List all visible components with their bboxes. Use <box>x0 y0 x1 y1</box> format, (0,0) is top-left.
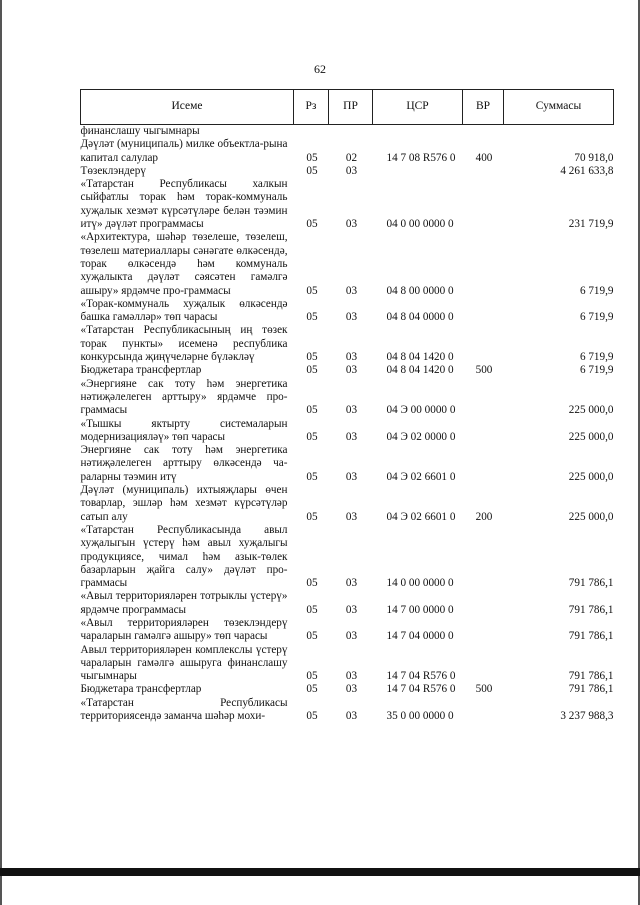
row-rz: 05 <box>306 311 318 324</box>
row-sum: 225 000,0 <box>568 404 614 417</box>
row-rz <box>294 125 329 139</box>
row-pr: 03 <box>345 670 358 683</box>
row-name: «Тышкы яктырту системаларын модернизацияләү» төп чарасы <box>80 417 288 443</box>
row-vr: 500 <box>475 364 493 377</box>
row-sum: 791 786,1 <box>568 683 614 696</box>
header-sum: Суммасы <box>504 90 614 125</box>
row-name: «Авыл территорияләрен төзеклэндерү чараларын гамәлгә ашыру» төп чарасы <box>80 616 288 643</box>
row-sum: 791 786,1 <box>568 577 614 590</box>
row-csr: 04 8 00 0000 0 <box>386 284 454 297</box>
row-vr <box>463 697 504 724</box>
row-rz: 05 <box>306 151 318 164</box>
row-name: финанслашу чыгымнары <box>80 125 200 137</box>
header-name: Исеме <box>81 90 294 125</box>
row-name: «Энергияне сак тоту һәм энергетика нәтиҗәлелеген арттыру» ярдәмче про-граммасы <box>80 377 288 417</box>
row-csr: 04 8 04 1420 0 <box>386 351 454 364</box>
row-rz: 05 <box>306 218 318 231</box>
row-csr: 04 0 00 0000 0 <box>386 218 454 231</box>
header-pr: ПР <box>329 90 373 125</box>
row-csr <box>373 165 463 178</box>
row-pr: 03 <box>345 404 358 417</box>
row-sum: 231 719,9 <box>568 218 614 231</box>
row-csr: 04 Э 02 6601 0 <box>386 510 456 523</box>
row-rz: 05 <box>306 577 318 590</box>
row-name: Дәүләт (муниципаль) милке объектла-рына капитал салулар <box>80 138 288 164</box>
row-pr: 03 <box>345 218 358 231</box>
table-row <box>81 165 614 178</box>
row-sum: 3 237 988,3 <box>560 710 614 723</box>
row-vr <box>463 418 504 445</box>
table-row <box>81 364 614 377</box>
row-rz: 05 <box>306 284 318 297</box>
row-rz: 05 <box>306 683 318 696</box>
row-sum: 6 719,9 <box>579 311 614 324</box>
row-pr: 03 <box>345 510 358 523</box>
budget-table <box>80 89 614 723</box>
row-rz: 05 <box>306 510 318 523</box>
row-csr: 04 8 04 0000 0 <box>386 311 454 324</box>
header-rz: Рз <box>294 90 329 125</box>
row-name: «Татарстан Республикасының иң төзек торак пункты» исеменә республика конкурсында җиңүчеләрне бүләкләү <box>80 324 288 364</box>
row-vr <box>463 178 504 231</box>
row-pr <box>329 125 373 139</box>
row-csr: 04 Э 02 6601 0 <box>386 470 456 483</box>
row-csr <box>373 125 463 139</box>
row-pr: 03 <box>345 710 358 723</box>
table-row <box>81 590 614 617</box>
row-name: Бюджетара трансфертлар <box>80 683 202 696</box>
row-vr <box>463 324 504 364</box>
row-vr: 400 <box>475 151 493 164</box>
row-name: «Татарстан Республикасы халкын сыйфатлы торак һәм торак-коммуналь хуҗалык хезмәт күрсәтүләре белән тәэмин итү» дәүләт программасы <box>80 178 288 231</box>
table-row <box>81 138 614 165</box>
row-sum: 225 000,0 <box>568 470 614 483</box>
table-row <box>81 231 614 297</box>
row-pr: 03 <box>345 284 358 297</box>
row-csr: 14 7 04 R576 0 <box>386 670 456 683</box>
table-row <box>81 178 614 231</box>
row-sum: 4 261 633,8 <box>560 164 614 177</box>
row-rz: 05 <box>306 430 318 443</box>
table-row <box>81 697 614 724</box>
row-pr: 03 <box>345 164 358 177</box>
row-pr: 03 <box>345 630 358 643</box>
row-rz: 05 <box>306 164 318 177</box>
row-sum: 6 719,9 <box>579 284 614 297</box>
row-name: «Торак-коммуналь хуҗалык өлкәсендә башка гамәлләр» төп чарасы <box>80 297 288 324</box>
row-rz: 05 <box>306 670 318 683</box>
row-pr: 03 <box>345 430 358 443</box>
row-vr <box>463 378 504 418</box>
row-sum: 791 786,1 <box>568 603 614 616</box>
row-sum: 791 786,1 <box>568 630 614 643</box>
row-sum: 70 918,0 <box>574 151 614 164</box>
row-vr <box>463 590 504 617</box>
row-csr: 35 0 00 0000 0 <box>386 710 454 723</box>
table-row <box>81 524 614 590</box>
page-number: 62 <box>314 62 326 76</box>
table-row <box>81 617 614 644</box>
row-csr: 04 Э 00 0000 0 <box>386 404 456 417</box>
row-vr <box>463 644 504 684</box>
table-row <box>81 444 614 484</box>
row-vr <box>463 444 504 484</box>
row-csr: 14 7 00 0000 0 <box>386 603 454 616</box>
table-row <box>81 125 614 139</box>
header-vr: ВР <box>463 90 504 125</box>
row-name: Дәүләт (муниципаль) ихтыяҗлары өчен товарлар, эшләр һәм хезмәт күрсәтүләр сатып алу <box>80 484 288 523</box>
row-pr: 03 <box>345 577 358 590</box>
row-sum: 225 000,0 <box>568 430 614 443</box>
table-header-row <box>81 90 614 125</box>
table-row <box>81 298 614 325</box>
row-vr <box>463 231 504 297</box>
row-sum: 225 000,0 <box>568 510 614 523</box>
row-pr: 03 <box>345 364 358 377</box>
row-sum <box>504 125 614 139</box>
row-pr: 03 <box>345 311 358 324</box>
header-csr: ЦСР <box>373 90 463 125</box>
row-name: «Авыл территорияләрен тотрыклы үстерү» ярдәмче программасы <box>80 590 288 616</box>
row-csr: 04 Э 02 0000 0 <box>386 430 456 443</box>
row-vr: 500 <box>475 683 493 696</box>
table-row <box>81 644 614 684</box>
row-rz: 05 <box>306 630 318 643</box>
row-vr <box>463 125 504 139</box>
row-pr: 03 <box>345 603 358 616</box>
row-name: Энергияне сак тоту һәм энергетика нәтиҗәлелеген арттыру өлкәсендә ча-раларны тәэмин итү <box>80 444 288 483</box>
row-vr <box>463 524 504 590</box>
row-csr: 14 7 04 R576 0 <box>386 683 456 696</box>
row-name: Авыл территорияләрен комплекслы үстерү чараларын гамәлгә ашыруга финанслашу чыгымнары <box>80 643 288 683</box>
row-name: «Татарстан Республикасында авыл хуҗалыгын үстерү һәм авыл хуҗалыгы продукциясе, чимал һәм азык-төлек базарларын җайга салу» дәүләт про-граммасы <box>80 523 288 590</box>
row-sum: 6 719,9 <box>579 351 614 364</box>
row-rz: 05 <box>306 710 318 723</box>
row-vr: 200 <box>475 510 493 523</box>
row-rz: 05 <box>306 470 318 483</box>
scan-edge-left <box>0 0 2 905</box>
row-pr: 03 <box>345 683 358 696</box>
row-name: Төзеклэндерү <box>80 164 146 177</box>
row-rz: 05 <box>306 364 318 377</box>
table-row <box>81 484 614 524</box>
scan-bottom-bar <box>0 868 640 876</box>
row-vr <box>463 617 504 644</box>
row-sum: 791 786,1 <box>568 670 614 683</box>
row-csr: 14 0 00 0000 0 <box>386 577 454 590</box>
row-csr: 04 8 04 1420 0 <box>386 364 454 377</box>
row-csr: 14 7 08 R576 0 <box>386 151 456 164</box>
row-sum: 6 719,9 <box>579 364 614 377</box>
row-csr: 14 7 04 0000 0 <box>386 630 454 643</box>
row-pr: 03 <box>345 470 358 483</box>
row-rz: 05 <box>306 404 318 417</box>
row-vr <box>463 298 504 325</box>
row-rz: 05 <box>306 603 318 616</box>
table-row <box>81 324 614 364</box>
row-vr <box>463 165 504 178</box>
row-pr: 03 <box>345 351 358 364</box>
row-name: Бюджетара трансфертлар <box>80 364 202 377</box>
table-row <box>81 418 614 445</box>
row-rz: 05 <box>306 351 318 364</box>
row-name: «Архитектура, шәһәр төзелеше, төзелеш, төзелеш материаллары сәнәгате өлкәсендә, торак өлкәсендә һәм коммуналь хуҗалыкта дәүләт сәясәтен гамәлгә ашыру» ярдәмче про-граммасы <box>80 231 288 297</box>
row-name: «Татарстан Республикасы территориясендә заманча шәһәр мохи- <box>80 696 288 723</box>
table-row <box>81 683 614 696</box>
row-pr: 02 <box>345 151 358 164</box>
table-row <box>81 378 614 418</box>
